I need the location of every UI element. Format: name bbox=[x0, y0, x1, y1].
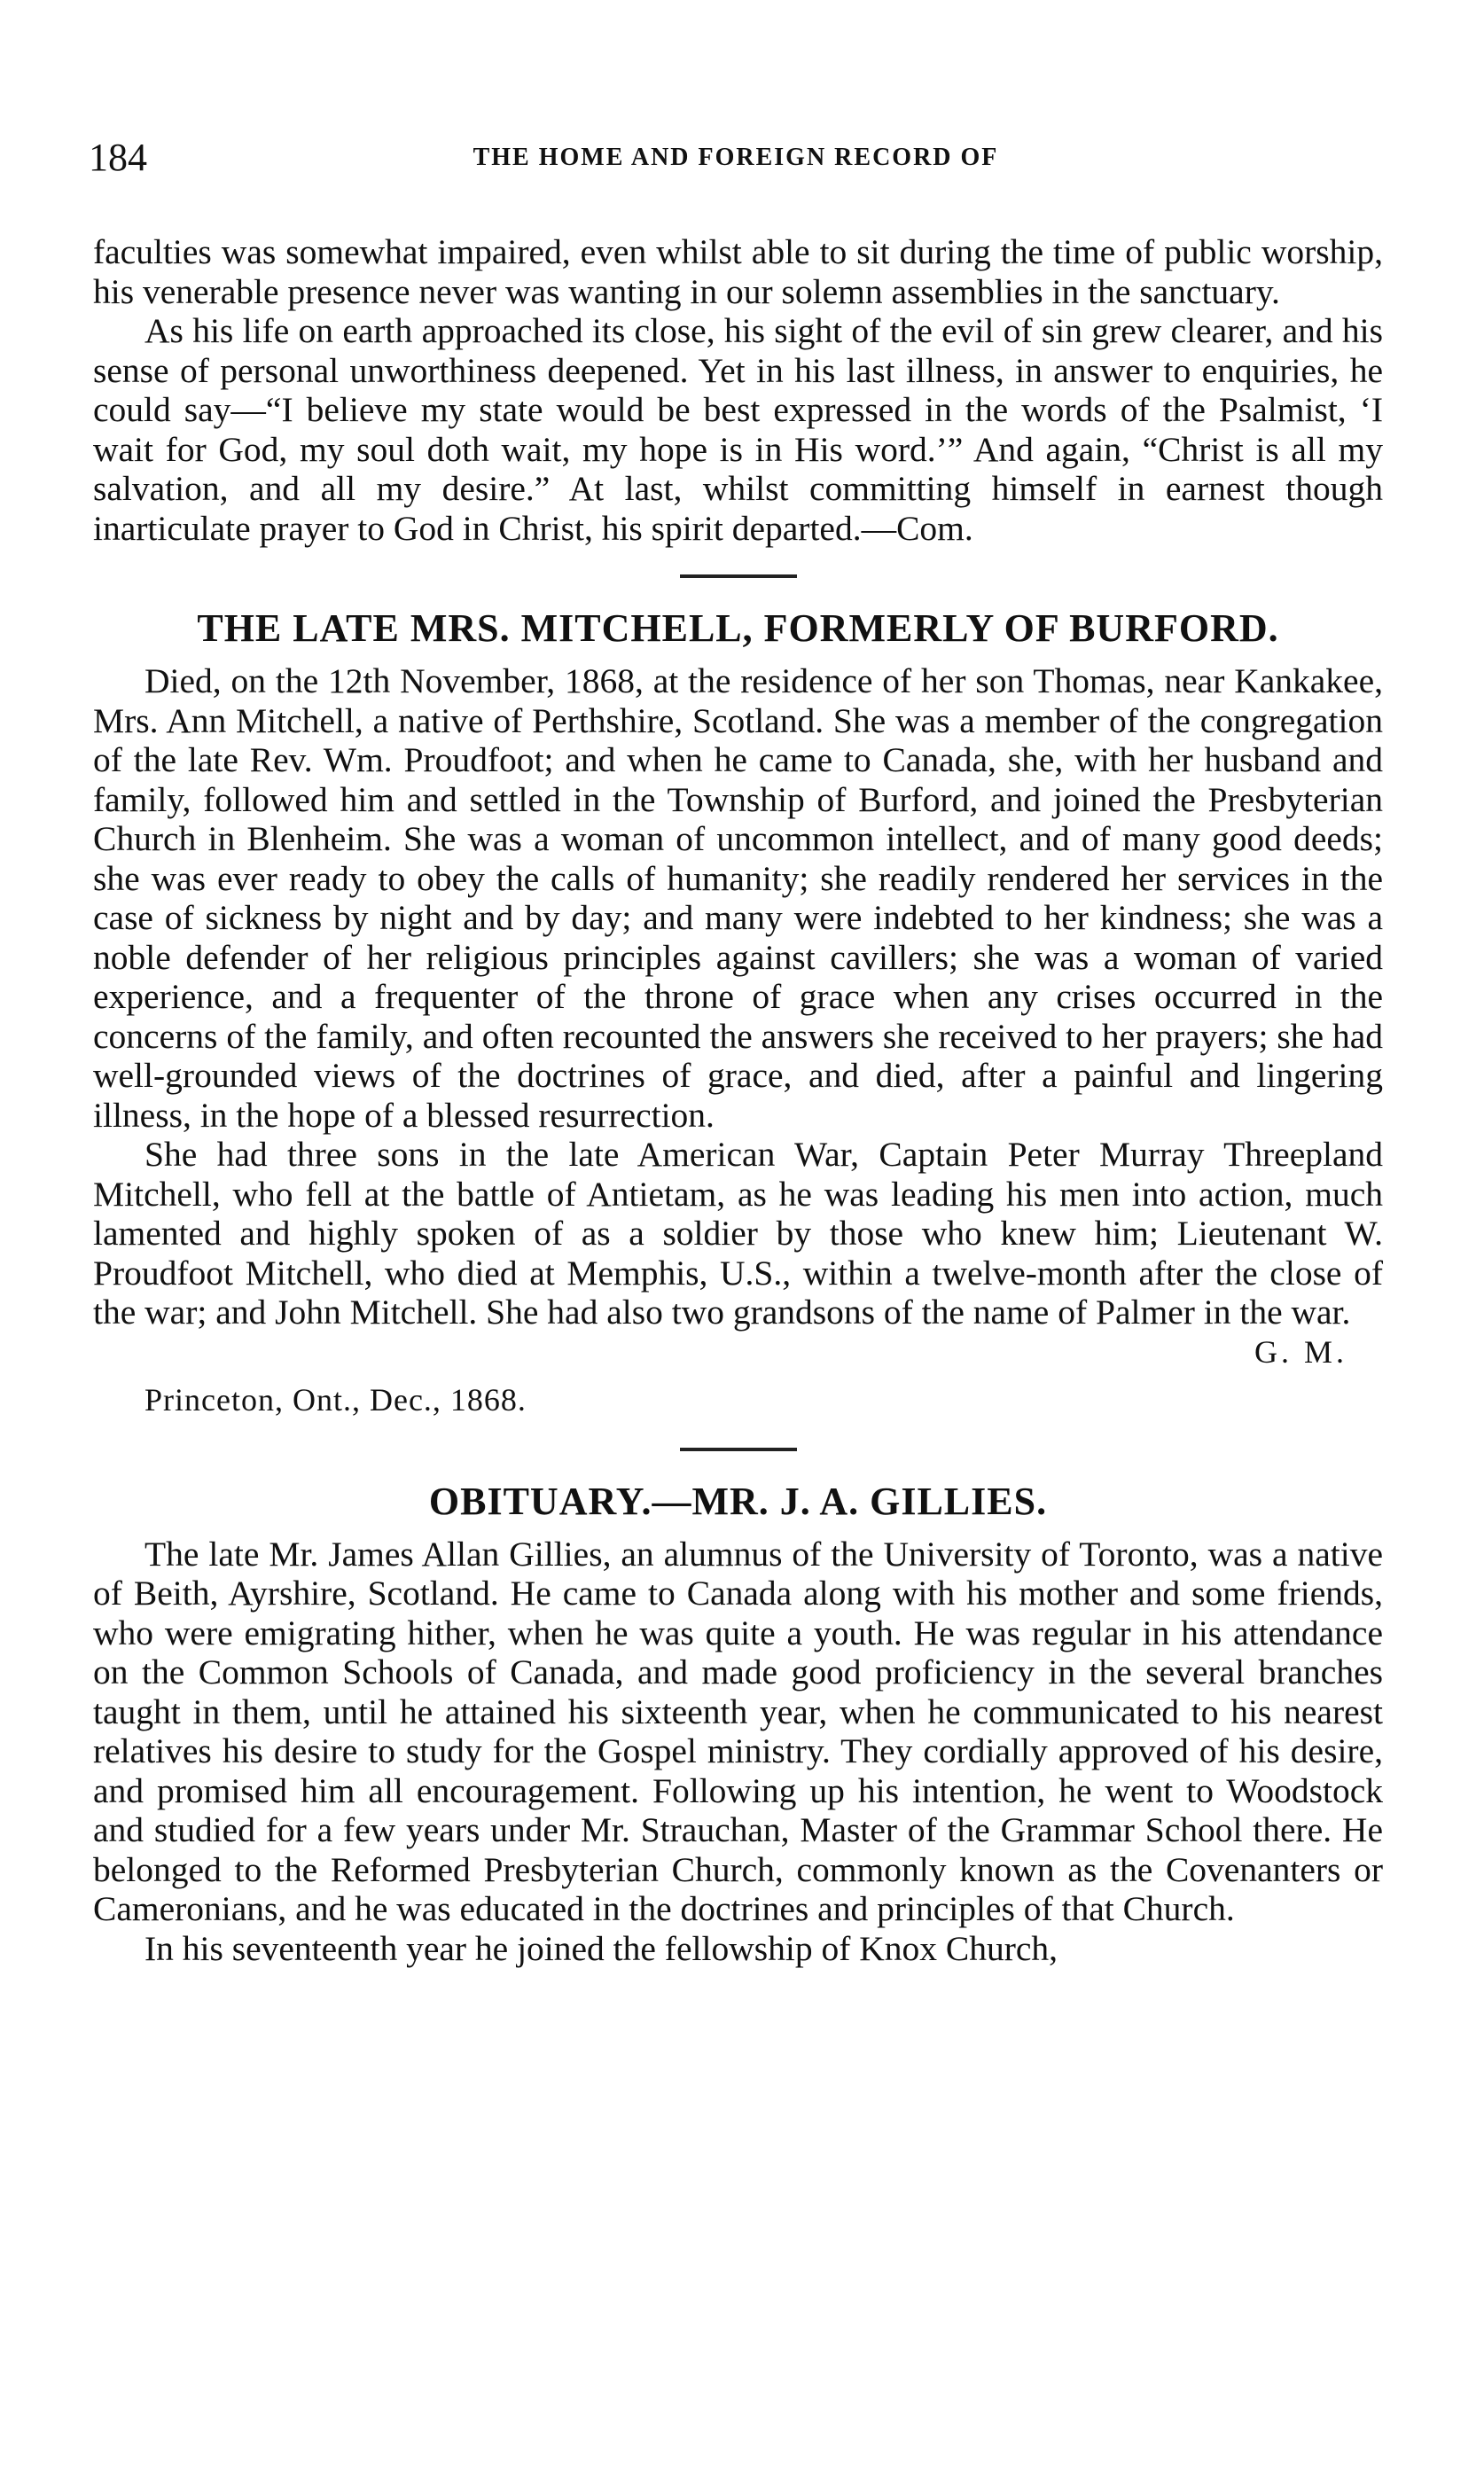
continuation-paragraph-1: faculties was somewhat impaired, even whilst able to sit during the time of public worship, his venerable presence never was wanting in our solemn assemblies in the sanctuary. bbox=[93, 232, 1383, 311]
mitchell-paragraph-1: Died, on the 12th November, 1868, at the residence of her son Thomas, near Kankakee, Mrs. Ann Mitchell, a native of Perthshire, Scotland. She was a member of the congregation of the late Rev. Wm. Proudfoot; and when he came to Canada, she, with her husband and family, followed him and settled in the Township of Burford, and joined the Presbyterian Church in Blenheim. She was a woman of uncommon intellect, and of many good deeds; she was ever ready to obey the calls of humanity; she readily rendered her services in the case of sickness by night and by day; and many were indebted to her kindness; she was a noble defender of her religious principles against cavillers; she was a woman of varied experience, and a frequenter of the throne of grace when any crises occurred in the concerns of the family, and often recounted the answers she received to her prayers; she had well-grounded views of the doctrines of grace, and died, after a painful and lingering illness, in the hope of a blessed resurrection. bbox=[93, 661, 1383, 1135]
gillies-heading: OBITUARY.—MR. J. A. GILLIES. bbox=[428, 1479, 1048, 1523]
mitchell-signature: G. M. bbox=[1254, 1333, 1347, 1370]
gillies-paragraph-1: The late Mr. James Allan Gillies, an alumnus of the University of Toronto, was a native of Beith, Ayrshire, Scotland. He came to Canada along with his mother and some friends, who were emigrating hither, when he was quite a youth. He was regular in his attendance on the Common Schools of Canada, and made good proficiency in the several branches taught in them, until he attained his sixteenth year, when he communicated to his nearest relatives his desire to study for the Gospel ministry. They cordially approved of his desire, and promised him all encouragement. Following up his intention, he went to Woodstock and studied for a few years under Mr. Strauchan, Master of the Grammar School there. He belonged to the Reformed Presbyterian Church, commonly known as the Covenanters or Cameronians, and he was educated in the doctrines and principles of that Church. bbox=[93, 1534, 1383, 1928]
page-number: 184 bbox=[89, 136, 147, 179]
section-divider-2 bbox=[680, 1448, 797, 1451]
mitchell-heading: THE LATE MRS. MITCHELL, FORMERLY OF BURFORD. bbox=[197, 606, 1279, 650]
mitchell-dateline: Princeton, Ont., Dec., 1868. bbox=[144, 1381, 527, 1418]
gillies-paragraph-2: In his seventeenth year he joined the fellowship of Knox Church, bbox=[144, 1928, 1058, 1968]
mitchell-paragraph-2: She had three sons in the late American War, Captain Peter Murray Threepland Mitchell, who fell at the battle of Antietam, as he was leading his men into action, much lamented and highly spoken of as a soldier by those who knew him; Lieutenant W. Proudfoot Mitchell, who died at Memphis, U.S., within a twelve-month after the close of the war; and John Mitchell. She had also two grandsons of the name of Palmer in the war. bbox=[93, 1135, 1383, 1332]
section-divider-1 bbox=[680, 574, 797, 578]
running-title: THE HOME AND FOREIGN RECORD OF bbox=[473, 144, 999, 171]
running-head bbox=[89, 131, 1383, 184]
continuation-paragraph-2: As his life on earth approached its close, his sight of the evil of sin grew clearer, and his sense of personal unworthiness deepened. Yet in his last illness, in answer to enquiries, he could say—“I believe my state would be best expressed in the words of the Psalmist, ‘I wait for God, my soul doth wait, my hope is in His word.’” And again, “Christ is all my salvation, and all my desire.” At last, whilst committing himself in earnest though inarticulate prayer to God in Christ, his spirit departed.—Com. bbox=[93, 311, 1383, 548]
text-column bbox=[93, 232, 1383, 1968]
